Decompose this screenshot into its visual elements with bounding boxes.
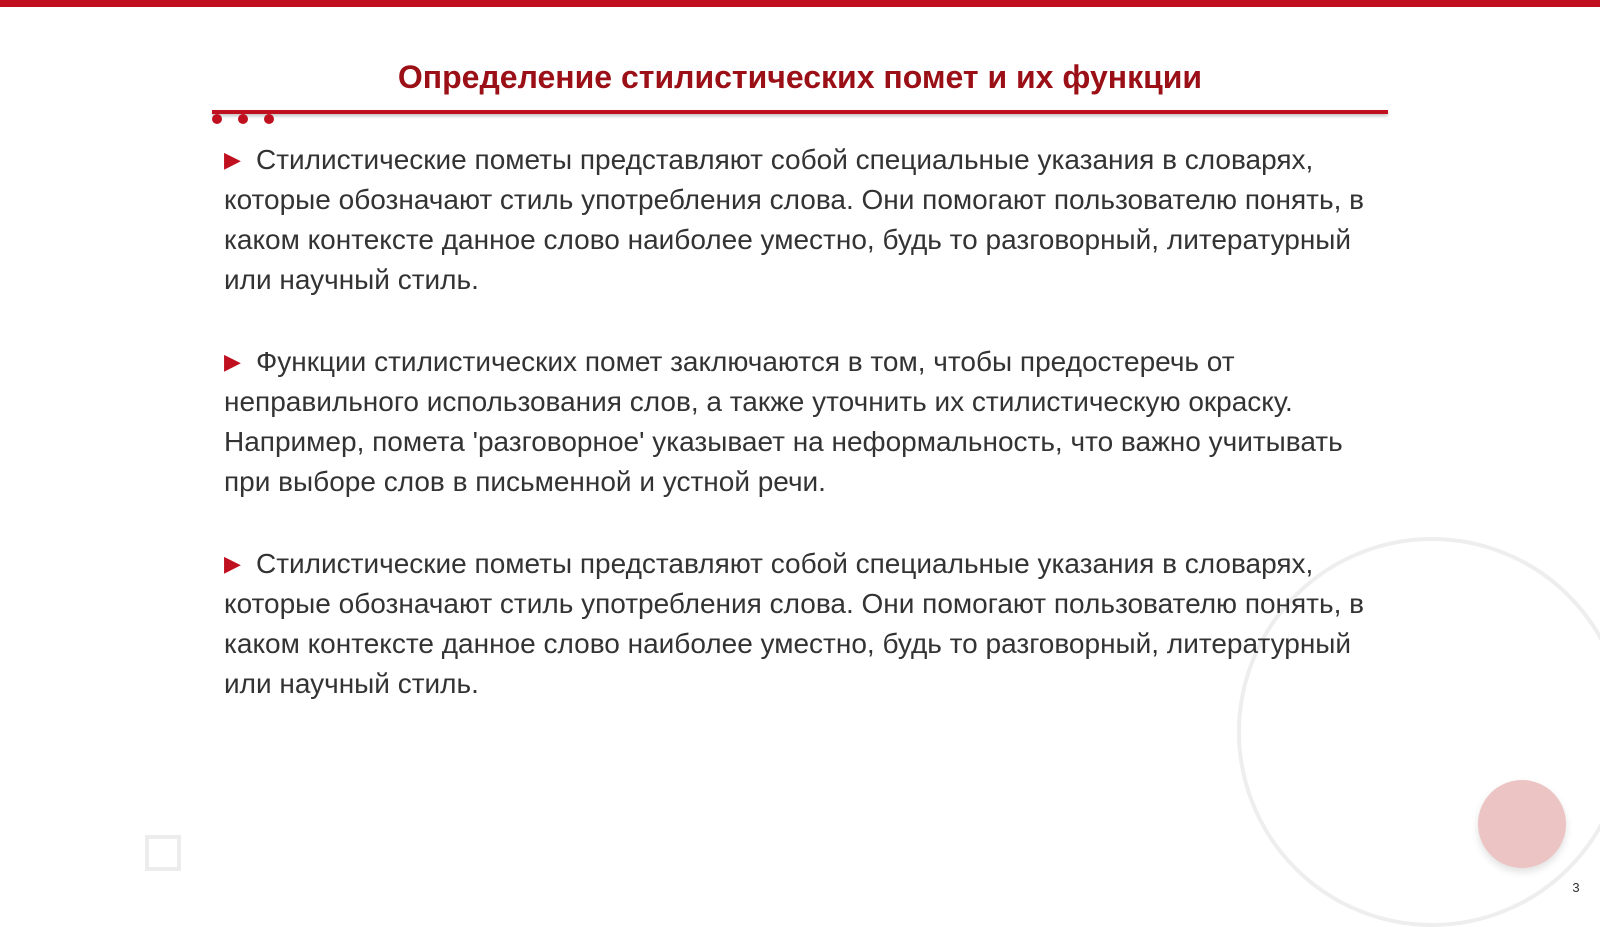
bullet-arrow-icon: ▶ bbox=[224, 349, 241, 374]
decor-dot bbox=[212, 114, 222, 124]
bullet-paragraph bbox=[224, 140, 1374, 300]
bullet-arrow-icon: ▶ bbox=[224, 147, 241, 172]
bullet-paragraph bbox=[224, 544, 1374, 704]
title-underline bbox=[212, 110, 1388, 114]
decor-circle bbox=[1478, 780, 1566, 868]
decor-square bbox=[145, 835, 181, 871]
bullet-text: Стилистические пометы представляют собой специальные указания в словарях, которые обозначают стиль употребления слова. Они помогают пользователю понять, в каком контексте данное слово наиболее уместно, будь то разговорный, литературный или научный стиль. bbox=[224, 548, 1365, 699]
bullet-list bbox=[224, 140, 1374, 746]
top-accent-bar bbox=[0, 0, 1600, 7]
bullet-paragraph bbox=[224, 342, 1374, 502]
decor-dot bbox=[238, 114, 248, 124]
bullet-text: Стилистические пометы представляют собой специальные указания в словарях, которые обозначают стиль употребления слова. Они помогают пользователю понять, в каком контексте данное слово наиболее уместно, будь то разговорный, литературный или научный стиль. bbox=[224, 144, 1365, 295]
page-number: 3 bbox=[1572, 880, 1580, 895]
bullet-text: Функции стилистических помет заключаются в том, чтобы предостеречь от неправильного использования слов, а также уточнить их стилистическую окраску. Например, помета 'разговорное' указывает на неформальность, что важно учитывать при выборе слов в письменной и устной речи. bbox=[224, 346, 1343, 497]
slide-title: Определение стилистических помет и их функции bbox=[397, 59, 1203, 95]
bullet-arrow-icon: ▶ bbox=[224, 551, 241, 576]
decor-dot bbox=[264, 114, 274, 124]
